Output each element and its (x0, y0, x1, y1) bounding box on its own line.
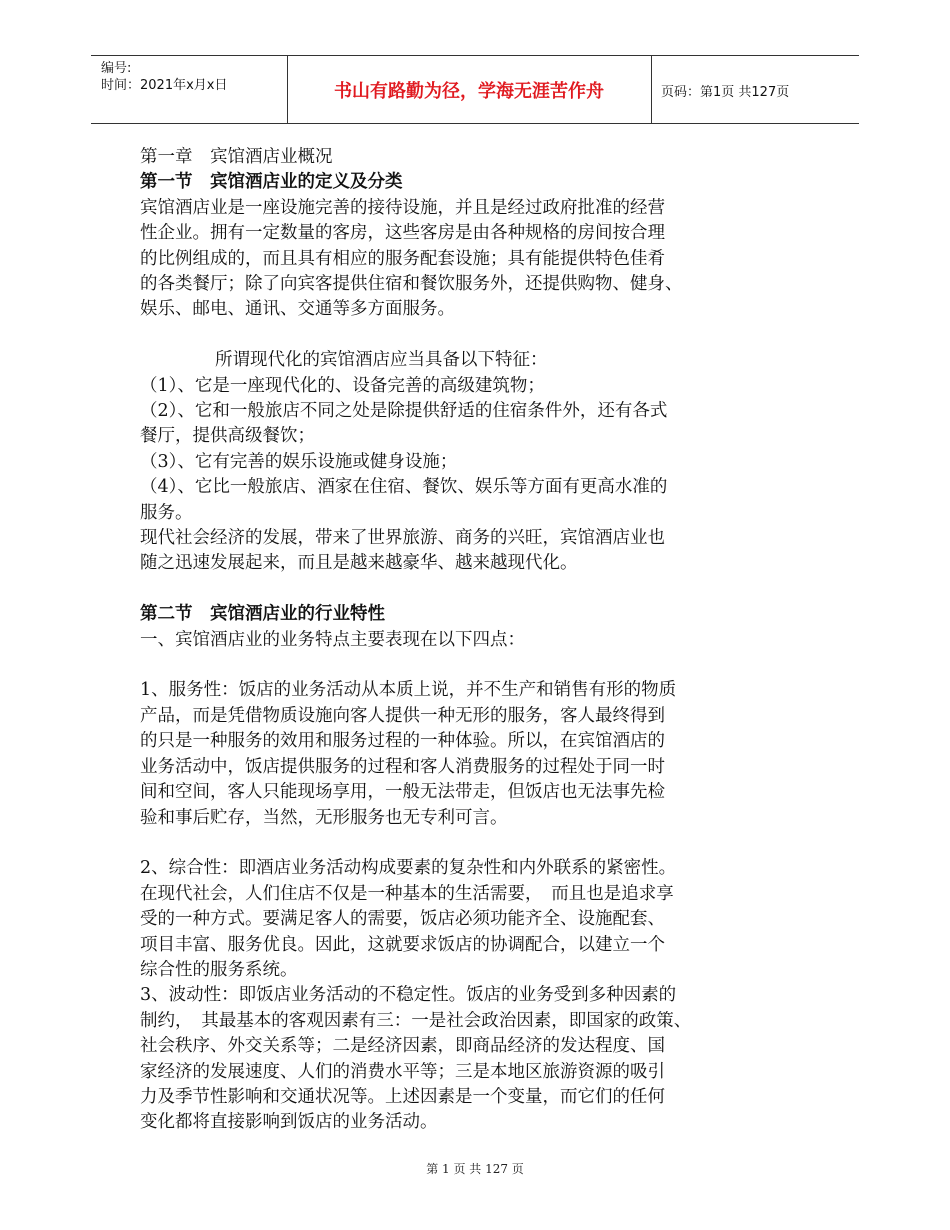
paragraph (140, 983, 840, 1135)
paragraph (140, 196, 840, 323)
text-line: 项目丰富、服务优良。因此，这就要求饭店的协调配合，以建立一个 (140, 934, 665, 955)
text-line: 社会秩序、外交关系等；二是经济因素，即商品经济的发达程度、国 (140, 1036, 665, 1057)
section-heading: 第二节 宾馆酒店业的行业特性 (140, 604, 385, 625)
list-item: （4）、它比一般旅店、酒家在住宿、餐饮、娱乐等方面有更高水准的 (140, 477, 668, 498)
document-body (140, 145, 840, 1136)
text-line: 的比例组成的，而且具有相应的服务配套设施；具有能提供特色佳肴 (140, 248, 665, 269)
text-line: 综合性的服务系统。 (140, 959, 298, 980)
subsection-heading: 一、宾馆酒店业的业务特点主要表现在以下四点： (140, 629, 525, 650)
text-line: 受的一种方式。要满足客人的需要，饭店必须功能齐全、设施配套、 (140, 909, 665, 930)
text-line: 间和空间，客人只能现场享用，一般无法带走，但饭店也无法事先检 (140, 782, 665, 803)
text-line: 1、服务性：饭店的业务活动从本质上说，并不生产和销售有形的物质 (140, 680, 677, 701)
text-line: 在现代社会，人们住店不仅是一种基本的生活需要， 而且也是追求享 (140, 883, 674, 904)
features-intro: 所谓现代化的宾馆酒店应当具备以下特征： (215, 350, 548, 371)
list-item: 餐厅，提供高级餐饮； (140, 426, 315, 447)
section-heading: 第一节 宾馆酒店业的定义及分类 (140, 172, 403, 193)
text-line: 随之迅速发展起来，而且是越来越豪华、越来越现代化。 (140, 553, 578, 574)
document-time: 时间：2021年x月x日 (101, 78, 228, 93)
text-line: 的各类餐厅；除了向宾客提供住宿和餐饮服务外，还提供购物、健身、 (140, 274, 683, 295)
text-line: 3、波动性：即饭店业务活动的不稳定性。饭店的业务受到多种因素的 (140, 985, 677, 1006)
text-line: 现代社会经济的发展，带来了世界旅游、商务的兴旺，宾馆酒店业也 (140, 528, 665, 549)
text-line: 制约， 其最基本的客观因素有三：一是社会政治因素，即国家的政策、 (140, 1010, 692, 1031)
text-line: 业务活动中，饭店提供服务的过程和客人消费服务的过程处于同一时 (140, 756, 665, 777)
text-line: 宾馆酒店业是一座设施完善的接待设施，并且是经过政府批准的经营 (140, 197, 665, 218)
text-line: 娱乐、邮电、通讯、交通等多方面服务。 (140, 299, 455, 320)
paragraph (140, 856, 840, 983)
paragraph (140, 526, 840, 577)
list-item: （3）、它有完善的娱乐设施或健身设施； (140, 451, 458, 472)
list-item: （1）、它是一座现代化的、设备完善的高级建筑物； (140, 375, 545, 396)
text-line: 家经济的发展速度、人们的消费水平等；三是本地区旅游资源的吸引 (140, 1061, 665, 1082)
text-line: 力及季节性影响和交通状况等。上述因素是一个变量，而它们的任何 (140, 1086, 665, 1107)
header-meta (101, 60, 227, 94)
features-list (140, 374, 840, 526)
page-header (91, 55, 859, 124)
chapter-title: 第一章 宾馆酒店业概况 (140, 147, 333, 167)
document-number-label: 编号: (101, 61, 132, 76)
text-line: 验和事后贮存，当然，无形服务也无专利可言。 (140, 807, 508, 828)
list-item: （2）、它和一般旅店不同之处是除提供舒适的住宿条件外，还有各式 (140, 401, 668, 422)
text-line: 产品，而是凭借物质设施向客人提供一种无形的服务，客人最终得到 (140, 705, 665, 726)
text-line: 性企业。拥有一定数量的客房，这些客房是由各种规格的房间按合理 (140, 223, 665, 244)
header-motto: 书山有路勤为径，学海无涯苦作舟 (334, 80, 604, 102)
text-line: 2、综合性：即酒店业务活动构成要素的复杂性和内外联系的紧密性。 (140, 858, 677, 879)
header-divider (651, 56, 652, 123)
header-page-info: 页码：第1页 共127页 (661, 85, 790, 100)
paragraph (140, 678, 840, 830)
list-item: 服务。 (140, 502, 193, 523)
text-line: 变化都将直接影响到饭店的业务活动。 (140, 1112, 438, 1133)
text-line: 的只是一种服务的效用和服务过程的一种体验。所以，在宾馆酒店的 (140, 731, 665, 752)
page-footer: 第 1 页 共 127 页 (426, 1162, 524, 1176)
